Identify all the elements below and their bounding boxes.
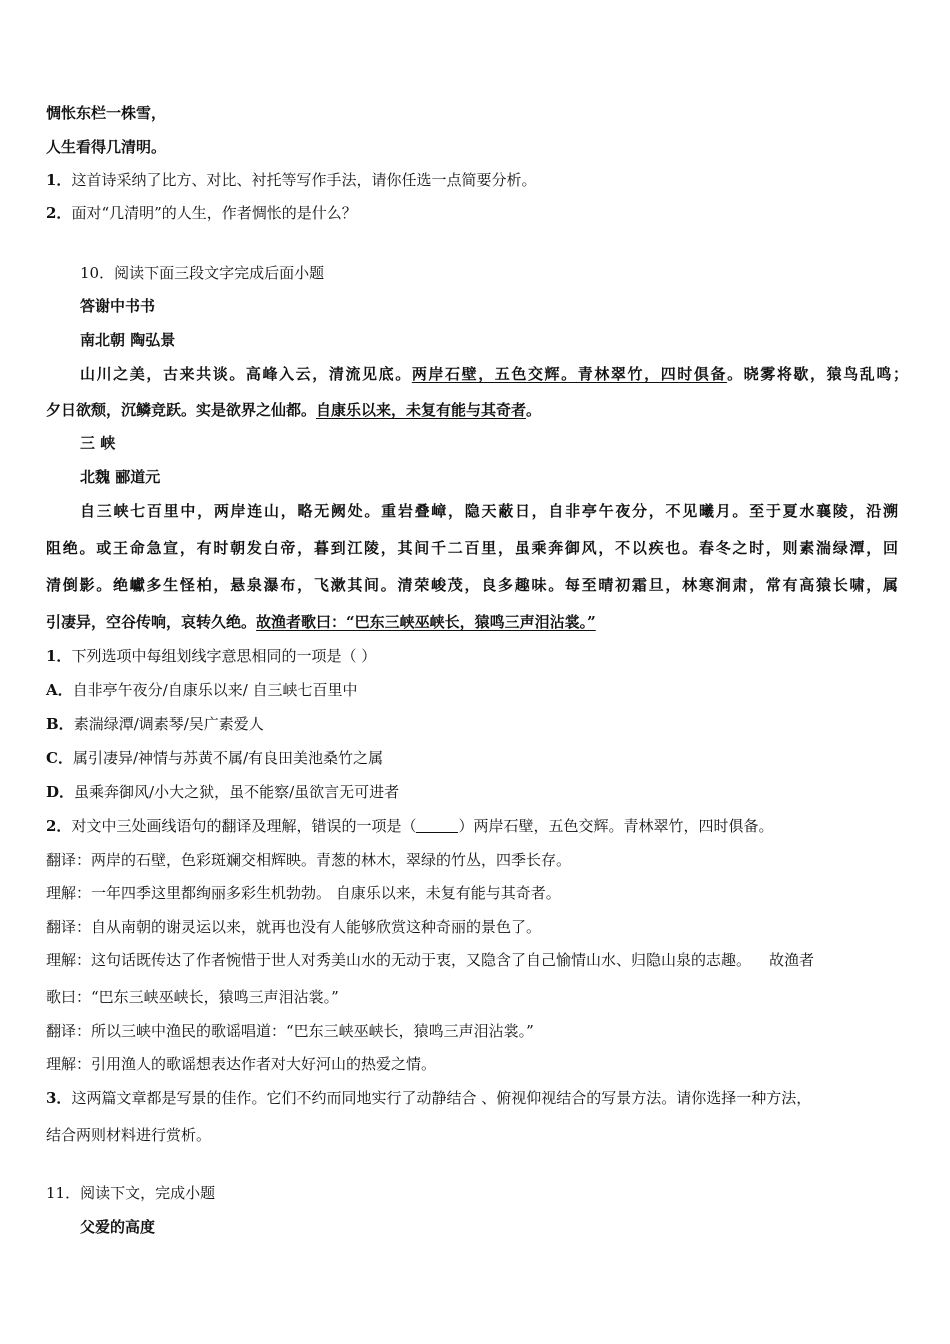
question-text: 下列选项中每组划线字意思相同的一项是（ ） <box>71 647 377 665</box>
understanding-3: 理解：引用渔人的歌谣想表达作者对大好河山的热爱之情。 <box>46 1055 437 1073</box>
understanding-2 <box>46 950 814 970</box>
option-label: B． <box>46 715 74 733</box>
question-11-header: 11．阅读下文，完成小题 <box>46 1184 216 1202</box>
answer-blank[interactable] <box>416 818 458 833</box>
sub-question-3 <box>46 1088 811 1108</box>
option-label: C． <box>46 749 73 767</box>
text2-author: 北魏 郦道元 <box>80 468 161 486</box>
translation-2: 翻译：自从南朝的谢灵运以来，就再也没有人能够欣赏这种奇丽的景色了。 <box>46 918 542 936</box>
text2-title: 三 峡 <box>80 434 116 452</box>
option-label: A． <box>46 681 73 699</box>
sub-question-3-cont: 结合两则材料进行赏析。 <box>46 1126 212 1144</box>
option-a[interactable] <box>46 680 358 700</box>
understanding-1: 理解：一年四季这里都绚丽多彩生机勃勃。 自康乐以来，未复有能与其奇者。 <box>46 884 561 902</box>
text2-line-2: 阻绝。或王命急宣，有时朝发白帝，暮到江陵，其间千二百里，虽乘奔御风，不以疾也。春冬之时，则素湍绿潭，回 <box>46 539 898 557</box>
question-number: 3． <box>46 1089 72 1107</box>
question-number: 1． <box>46 171 72 189</box>
question-text: 这两篇文章都是写景的佳作。它们不约而同地实行了动静结合 、俯视仰视结合的写景方法。请你选择一种方法， <box>71 1089 812 1107</box>
text-span: 夕日欲颓，沉鳞竞跃。实是欲界之仙都。 <box>46 401 317 419</box>
question-text: 面对“几清明”的人生，作者惆怅的是什么？ <box>71 204 357 222</box>
question-number: 2． <box>46 204 72 222</box>
question-text: 这首诗采纳了比方、对比、衬托等写作手法，请你任选一点简要分析。 <box>71 171 537 189</box>
question-9-2 <box>46 203 357 223</box>
text2-line-1: 自三峡七百里中，两岸连山，略无阙处。重岩叠嶂，隐天蔽日，自非亭午夜分，不见曦月。至于夏水襄陵，沿溯 <box>80 502 898 520</box>
translation-3: 翻译：所以三峡中渔民的歌谣唱道：“巴东三峡巫峡长，猿鸣三声泪沾裳。” <box>46 1022 534 1040</box>
text2-line-4 <box>46 612 596 632</box>
text1-author: 南北朝 陶弘景 <box>80 331 176 349</box>
poem-line-1: 惆怅东栏一株雪， <box>46 104 167 122</box>
underlined-sentence: 自康乐以来，未复有能与其奇者 <box>316 401 527 419</box>
text-span: 山川之美，古来共谈。高峰入云，清流见底。 <box>80 365 412 383</box>
sub-question-2 <box>46 816 773 836</box>
underlined-sentence: 两岸石壁，五色交辉。青林翠竹，四时俱备 <box>411 365 728 383</box>
sub-question-1 <box>46 646 376 666</box>
underlined-sentence: 故渔者歌曰：“巴东三峡巫峡长，猿鸣三声泪沾裳。” <box>256 613 596 631</box>
option-c[interactable] <box>46 748 383 768</box>
text-span: 理解：这句话既传达了作者惋惜于世人对秀美山水的无动于衷，又隐含了自己愉情山水、归隐山泉的志趣。 <box>46 951 752 969</box>
question-10-header: 10．阅读下面三段文字完成后面小题 <box>80 264 325 282</box>
option-text: 虽乘奔御风/小大之狱，虽不能察/虽欲言无可进者 <box>74 783 400 801</box>
option-text: 属引凄异/神情与苏黄不属/有良田美池桑竹之属 <box>72 749 384 767</box>
question-9-1 <box>46 170 536 190</box>
text-span: 。 <box>526 401 542 419</box>
option-d[interactable] <box>46 782 399 802</box>
q11-article-title: 父爱的高度 <box>80 1218 156 1236</box>
text1-title: 答谢中书书 <box>80 297 156 315</box>
text1-paragraph-line-1 <box>80 364 908 384</box>
option-b[interactable] <box>46 714 264 734</box>
question-number: 1． <box>46 647 72 665</box>
text2-line-3: 清倒影。绝巘多生怪柏，悬泉瀑布，飞漱其间。清荣峻茂，良多趣味。每至晴初霜旦，林寒涧肃，常有高猿长啸，属 <box>46 576 898 594</box>
option-label: D． <box>46 783 75 801</box>
text-span: 故渔者 <box>769 951 815 969</box>
question-number: 2． <box>46 817 72 835</box>
translation-1: 翻译：两岸的石壁，色彩斑斓交相辉映。青葱的林木，翠绿的竹丛，四季长存。 <box>46 851 572 869</box>
question-text: ）两岸石壁，五色交辉。青林翠竹，四时俱备。 <box>458 817 774 835</box>
option-text: 自非亭午夜分/自康乐以来/ 自三峡七百里中 <box>72 681 358 699</box>
poem-line-2: 人生看得几清明。 <box>46 138 167 156</box>
option-text: 素湍绿潭/调素琴/吴广素爱人 <box>73 715 264 733</box>
text-span: 。晓雾将歇，猿鸟乱鸣； <box>727 365 908 383</box>
text-span: 引凄异，空谷传响，哀转久绝。 <box>46 613 257 631</box>
question-text: 对文中三处画线语句的翻译及理解，错误的一项是（ <box>71 817 417 835</box>
understanding-2-cont: 歌曰：“巴东三峡巫峡长，猿鸣三声泪沾裳。” <box>46 988 339 1006</box>
text1-paragraph-line-2 <box>46 400 541 420</box>
